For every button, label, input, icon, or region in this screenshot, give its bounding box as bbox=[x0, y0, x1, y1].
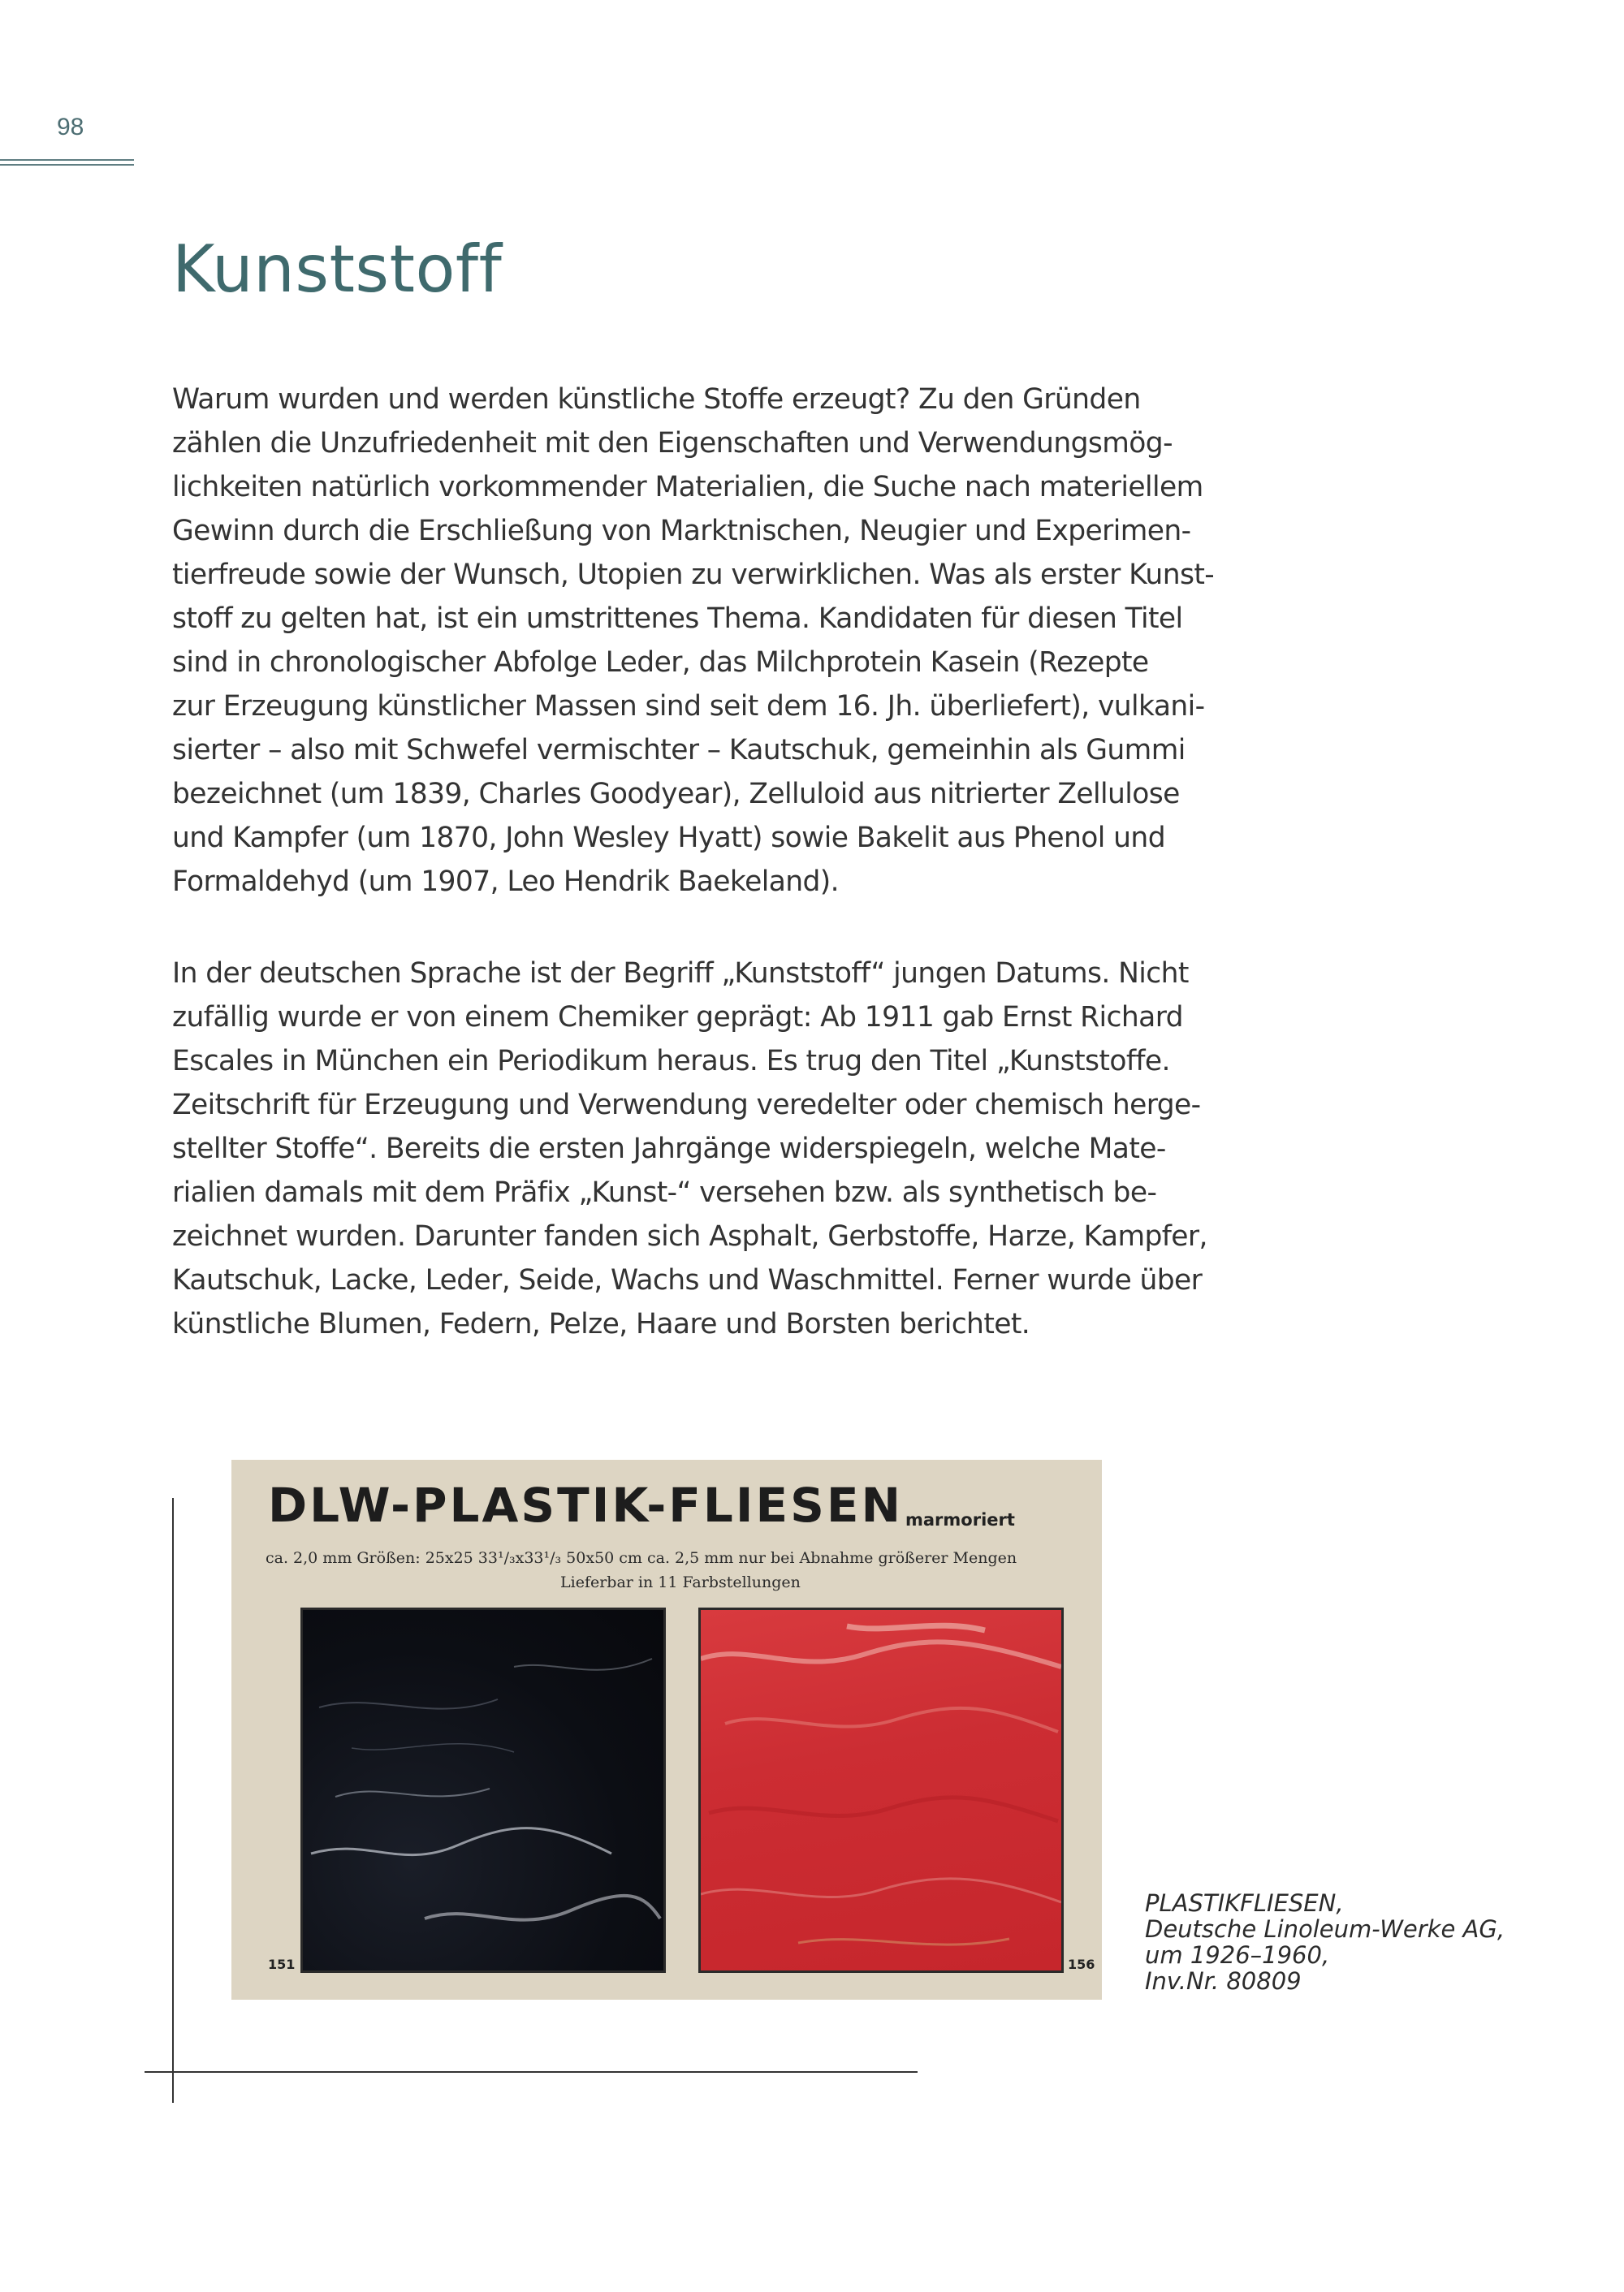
red-marbled-tile bbox=[698, 1608, 1064, 1973]
paragraph-line: stoff zu gelten hat, ist ein umstrittenes Thema. Kandidaten für diesen Titel bbox=[172, 602, 1183, 635]
paragraph-line: bezeichnet (um 1839, Charles Goodyear), Zelluloid aus nitrierter Zellulose bbox=[172, 778, 1180, 810]
paragraph-line: zur Erzeugung künstlicher Massen sind seit dem 16. Jh. überliefert), vulkani- bbox=[172, 690, 1205, 723]
header-rule bbox=[0, 159, 134, 161]
photo-availability-line: Lieferbar in 11 Farbstellungen bbox=[560, 1573, 801, 1591]
photo-heading-suffix: marmoriert bbox=[905, 1510, 1015, 1530]
paragraph-line: lichkeiten natürlich vorkommender Materialien, die Suche nach materiellem bbox=[172, 471, 1203, 503]
caption-line: Inv.Nr. 80809 bbox=[1145, 1967, 1302, 1995]
figure-caption bbox=[1145, 1890, 1600, 1994]
paragraph-line: sind in chronologischer Abfolge Leder, das Milchprotein Kasein (Rezepte bbox=[172, 646, 1149, 679]
paragraph-line: tierfreude sowie der Wunsch, Utopien zu verwirklichen. Was als erster Kunst- bbox=[172, 559, 1215, 591]
caption-line: um 1926–1960, bbox=[1145, 1941, 1330, 1969]
figure-horizontal-rule bbox=[145, 2071, 918, 2073]
paragraph-line: rialien damals mit dem Präfix „Kunst-“ versehen bzw. als synthetisch be- bbox=[172, 1176, 1157, 1209]
paragraph-line: zählen die Unzufriedenheit mit den Eigenschaften und Verwendungsmög- bbox=[172, 427, 1173, 460]
paragraph-line: zeichnet wurden. Darunter fanden sich Asphalt, Gerbstoffe, Harze, Kampfer, bbox=[172, 1220, 1207, 1253]
paragraph-line: In der deutschen Sprache ist der Begriff „Kunststoff“ jungen Datums. Nicht bbox=[172, 957, 1189, 990]
photo-spec-line: ca. 2,0 mm Größen: 25x25 33¹/₃x33¹/₃ 50x50 cm ca. 2,5 mm nur bei Abnahme größerer Mengen bbox=[266, 1549, 1017, 1567]
tile-number-right: 156 bbox=[1068, 1957, 1095, 1972]
paragraph-line: Zeitschrift für Erzeugung und Verwendung veredelter oder chemisch herge- bbox=[172, 1089, 1201, 1121]
paragraph-line: künstliche Blumen, Federn, Pelze, Haare und Borsten berichtet. bbox=[172, 1308, 1030, 1340]
figure-vertical-rule bbox=[172, 1498, 174, 2103]
paragraph-line: stellter Stoffe“. Bereits die ersten Jahrgänge widerspiegeln, welche Mate- bbox=[172, 1133, 1166, 1165]
paragraph-line: und Kampfer (um 1870, John Wesley Hyatt) sowie Bakelit aus Phenol und bbox=[172, 822, 1165, 854]
paragraph-line: zufällig wurde er von einem Chemiker geprägt: Ab 1911 gab Ernst Richard bbox=[172, 1001, 1183, 1034]
paragraph-line: Gewinn durch die Erschließung von Marktnischen, Neugier und Experimen- bbox=[172, 515, 1191, 547]
page-title: Kunststoff bbox=[172, 231, 503, 307]
caption-line: Deutsche Linoleum-Werke AG, bbox=[1145, 1915, 1505, 1943]
paragraph-2 bbox=[172, 952, 1260, 1346]
paragraph-1 bbox=[172, 378, 1260, 904]
paragraph-line: Escales in München ein Periodikum heraus. Es trug den Titel „Kunststoffe. bbox=[172, 1045, 1170, 1077]
paragraph-line: sierter – also mit Schwefel vermischter – Kautschuk, gemeinhin als Gummi bbox=[172, 734, 1186, 766]
page-number: 98 bbox=[57, 114, 84, 140]
paragraph-line: Warum wurden und werden künstliche Stoffe erzeugt? Zu den Gründen bbox=[172, 383, 1141, 416]
header-rule-secondary bbox=[0, 164, 134, 166]
tile-number-left: 151 bbox=[268, 1957, 296, 1972]
caption-line: PLASTIKFLIESEN, bbox=[1145, 1889, 1344, 1917]
black-marbled-tile bbox=[300, 1608, 666, 1973]
tile-sample-photo bbox=[231, 1460, 1102, 2000]
paragraph-line: Formaldehyd (um 1907, Leo Hendrik Baekeland). bbox=[172, 865, 840, 898]
paragraph-line: Kautschuk, Lacke, Leder, Seide, Wachs und Waschmittel. Ferner wurde über bbox=[172, 1264, 1203, 1297]
photo-heading: DLW-PLASTIK-FLIESEN bbox=[268, 1478, 903, 1533]
